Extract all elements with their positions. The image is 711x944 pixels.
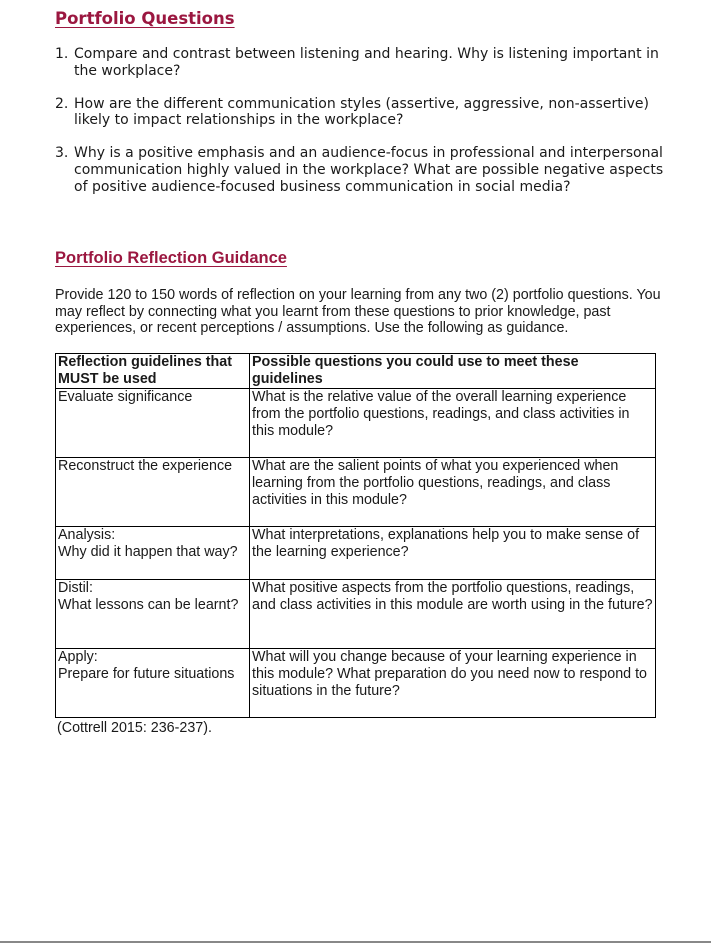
question-cell: What interpretations, explanations help you to make sense of the learning experience? <box>250 527 656 580</box>
question-number: 2. <box>55 95 69 112</box>
header-guidelines: Reflection guidelines that MUST be used <box>56 354 250 389</box>
question-item <box>55 46 665 80</box>
portfolio-questions-list <box>55 46 665 212</box>
question-text: Compare and contrast between listening and hearing. Why is listening important in the workplace? <box>74 46 659 79</box>
table-row <box>56 389 656 458</box>
guideline-cell: Apply: Prepare for future situations <box>56 649 250 718</box>
guidelines-table <box>55 353 656 718</box>
table-row <box>56 458 656 527</box>
question-cell: What is the relative value of the overall learning experience from the portfolio questions, readings, and class activities in this module? <box>250 389 656 458</box>
question-text: Why is a positive emphasis and an audience-focus in professional and interpersonal communication highly valued in the workplace? What are possible negative aspects of positive audience-focused business communication in social media? <box>74 145 664 195</box>
guideline-cell: Reconstruct the experience <box>56 458 250 527</box>
reflection-guidance-heading: Portfolio Reflection Guidance <box>55 249 287 267</box>
question-number: 1. <box>55 46 69 62</box>
table-row <box>56 527 656 580</box>
question-cell: What positive aspects from the portfolio questions, readings, and class activities in this module are worth using in the future? <box>250 580 656 649</box>
table-row <box>56 580 656 649</box>
table-row <box>56 649 656 718</box>
reflection-intro: Provide 120 to 150 words of reflection on your learning from any two (2) portfolio questions. You may reflect by connecting what you learnt from these questions to prior knowledge, past experiences, or recent perceptions / assumptions. Use the following as guidance. <box>55 287 661 337</box>
question-number: 3. <box>55 145 69 162</box>
citation: (Cottrell 2015: 236-237). <box>57 720 212 736</box>
guideline-cell: Distil: What lessons can be learnt? <box>56 580 250 649</box>
portfolio-questions-heading: Portfolio Questions <box>55 9 235 28</box>
guideline-cell: Analysis: Why did it happen that way? <box>56 527 250 580</box>
page-bottom-divider <box>0 941 711 943</box>
question-item <box>55 96 665 130</box>
question-item <box>55 145 665 195</box>
question-cell: What are the salient points of what you experienced when learning from the portfolio questions, readings, and class activities in this module? <box>250 458 656 527</box>
table-header-row <box>56 354 656 389</box>
question-text: How are the different communication styles (assertive, aggressive, non-assertive) likely to impact relationships in the workplace? <box>74 95 649 129</box>
header-questions: Possible questions you could use to meet these guidelines <box>250 354 656 389</box>
question-cell: What will you change because of your learning experience in this module? What preparation do you need now to respond to situations in the future? <box>250 649 656 718</box>
guideline-cell: Evaluate significance <box>56 389 250 458</box>
